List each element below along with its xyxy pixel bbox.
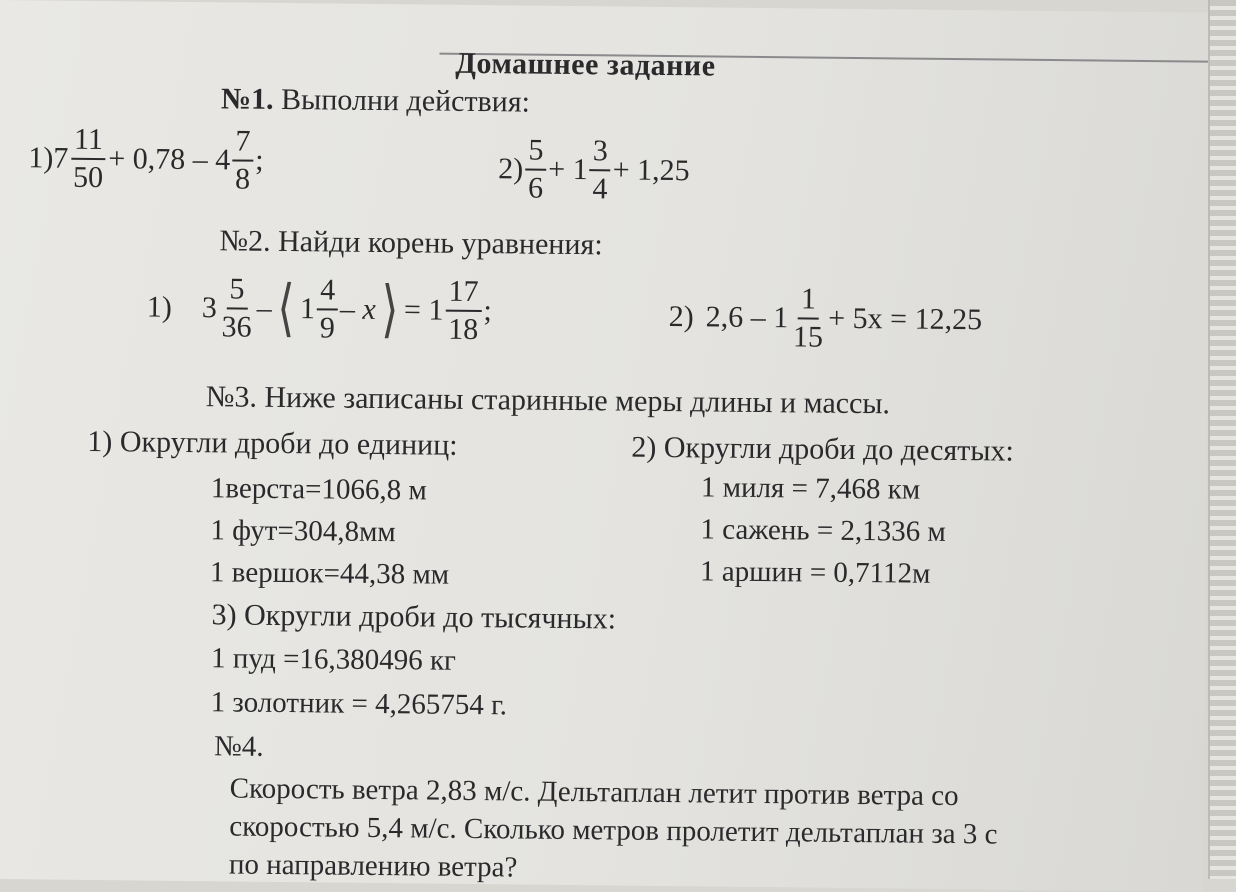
page-title: Домашнее задание [455, 46, 716, 83]
fraction [218, 274, 255, 342]
task1-expression-1 [28, 124, 264, 194]
fraction [525, 133, 547, 205]
task1-expression-2 [498, 135, 690, 205]
task3-heading: №3. Ниже записаны старинные меры длины и массы. [205, 380, 891, 421]
task4-line-1: Скорость ветра 2,83 м/с. Дельтаплан летит против ветра со [229, 772, 959, 813]
expr-end: ; [255, 143, 264, 177]
numerator: 11 [71, 125, 106, 160]
denominator: 8 [234, 162, 251, 196]
fraction [70, 122, 107, 195]
task2-heading: №2. Найди корень уравнения: [219, 224, 603, 262]
denominator: 15 [792, 320, 824, 354]
notebook-spiral-edge [1208, 0, 1236, 879]
task3-subtask-2: 2) Округли дроби до десятых: [631, 430, 1015, 468]
task2-equation-1 [146, 274, 492, 346]
fraction [232, 126, 254, 194]
whole-number: 7 [53, 141, 69, 175]
task1-heading-text: Выполни действия: [280, 82, 531, 119]
fraction [445, 274, 482, 347]
fraction [589, 136, 611, 204]
expr-end: + 5x = 12,25 [828, 301, 983, 337]
denominator: 36 [221, 310, 252, 344]
measure-vershok: 1 вершок=44,38 мм [209, 556, 450, 591]
expr-label: 1) [146, 290, 172, 324]
numerator: 3 [590, 136, 611, 171]
numerator: 4 [317, 275, 338, 310]
whole-number: 3 [201, 291, 217, 325]
numerator: 17 [445, 277, 481, 312]
expr-end: + 1,25 [612, 153, 690, 188]
task4-line-3: по направлению ветра? [228, 848, 518, 884]
denominator: 9 [319, 311, 335, 345]
measure-zolotnik: 1 золотник = 4,265754 г. [210, 686, 508, 722]
measure-foot: 1 фут=304,8мм [210, 514, 396, 549]
expr-label: 2) [498, 152, 524, 186]
expr-start: 2,6 – 1 [705, 300, 789, 335]
task1-number: №1. [220, 82, 274, 116]
expr-middle: + 0,78 – 4 [108, 142, 231, 177]
expr-end: ; [483, 294, 492, 328]
numerator: 5 [226, 274, 247, 309]
task3-subtask-3: 3) Округли дроби до тысячных: [211, 598, 617, 636]
whole-number: 1 [299, 292, 316, 326]
task1-heading [221, 82, 530, 119]
denominator: 6 [527, 171, 544, 205]
expr-label: 2) [668, 300, 694, 334]
expr-middle: + 1 [548, 152, 588, 187]
denominator: 18 [448, 312, 479, 347]
expr-label: 1) [28, 141, 54, 175]
task4-line-2: скоростью 5,4 м/с. Сколько метров пролетит дельтаплан за 3 с [229, 810, 998, 851]
measure-verst: 1верста=1066,8 м [210, 472, 427, 507]
right-angle-bracket-icon: ⟩ [381, 276, 399, 345]
numerator: 1 [798, 284, 819, 319]
minus-sign: – [256, 291, 272, 325]
left-angle-bracket-icon: ⟨ [277, 274, 295, 344]
numerator: 5 [525, 136, 546, 171]
variable-term: – x [339, 292, 376, 326]
task3-subtask-1: 1) Округли дроби до единиц: [87, 424, 458, 462]
denominator: 4 [592, 172, 608, 206]
measure-pud: 1 пуд =16,380496 кг [210, 642, 457, 677]
numerator: 7 [232, 126, 253, 161]
task2-equation-2 [668, 283, 982, 354]
denominator: 50 [72, 160, 104, 195]
measure-arshin: 1 аршин = 0,7112м [699, 555, 931, 590]
task4-number: №4. [214, 730, 264, 763]
fraction [317, 275, 339, 343]
fraction [790, 284, 827, 352]
equals-part: = 1 [403, 293, 444, 327]
measure-sazhen: 1 сажень = 2,1336 м [700, 513, 946, 548]
measure-mile: 1 миля = 7,468 км [700, 471, 921, 506]
